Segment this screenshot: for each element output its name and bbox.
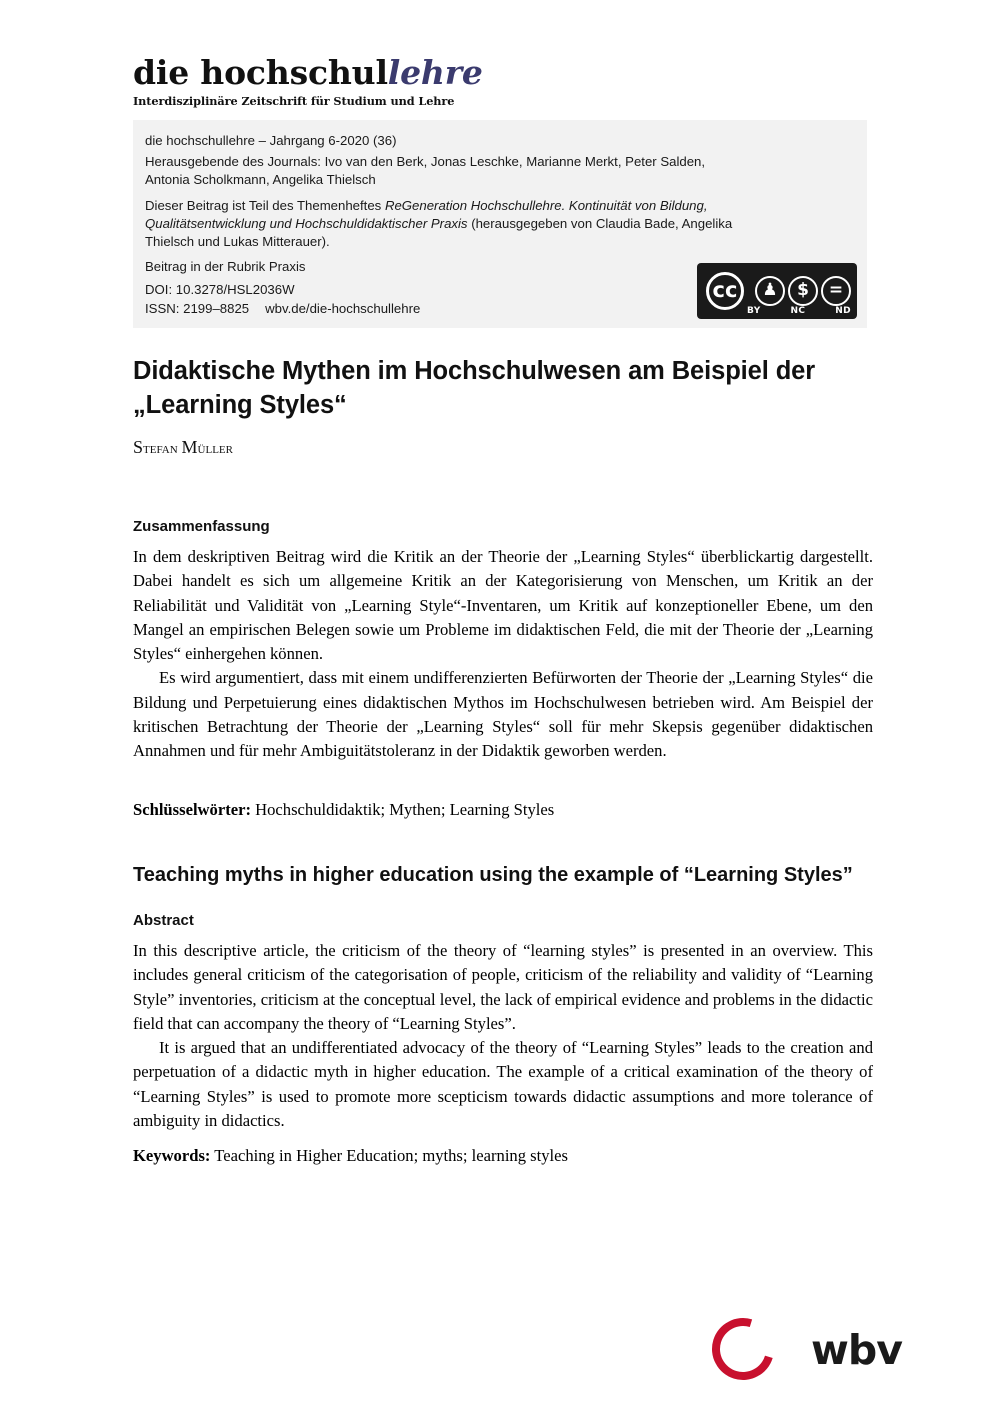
english-keywords-label: Keywords: (133, 1146, 211, 1165)
author-first-rest: tefan (143, 440, 178, 457)
rubric-line: Beitrag in der Rubrik Praxis (145, 259, 306, 275)
wbv-publisher-logo (712, 1307, 902, 1382)
article-title: Didaktische Mythen im Hochschulwesen am Beispiel der „Learning Styles“ (133, 357, 816, 419)
german-keywords-value: Hochschuldidaktik; Mythen; Learning Styles (250, 800, 555, 819)
abstract-heading: Abstract (133, 912, 194, 929)
zusammenfassung-heading: Zusammenfassung (133, 518, 270, 535)
author-last-initial: M (181, 437, 198, 457)
metadata-box (133, 120, 867, 328)
cc-by-person-icon: ♟ (755, 276, 785, 306)
editors-line: Herausgebende des Journals: Ivo van den Berk, Jonas Leschke, Marianne Merkt, Peter Salden, Antonia Scholkmann, Angelika Thielsch (145, 154, 706, 188)
cc-by-label: BY (747, 305, 761, 316)
cc-nc-label: NC (790, 305, 806, 316)
journal-website-link[interactable]: wbv.de/die-hochschullehre (265, 300, 421, 316)
issue-line: die hochschullehre – Jahrgang 6-2020 (36) (145, 133, 397, 148)
cc-nd-equals-icon: = (821, 276, 851, 306)
cc-circle-icon: cc (706, 272, 744, 310)
german-keywords (133, 798, 873, 822)
journal-subtitle: Interdisziplinäre Zeitschrift für Studium und Lehre (133, 93, 455, 108)
zusammenfassung-paragraph-2: Es wird argumentiert, dass mit einem undifferenzierten Befürworten der Theorie der „Learning Styles“ die Bildung und Perpetuierung eines didaktischen Mythos im Hochschulwesen betrieben wird. Am Beispiel der kritischen Betrachtung der Theorie der „Learning Styles“ soll für mehr Skepsis gegenüber didaktischen Annahmen und für mehr Ambiguitätstoleranz in der Didaktik geworben werden. (133, 668, 873, 761)
english-title-section (133, 862, 873, 898)
german-keywords-label: Schlüsselwörter: (133, 800, 251, 819)
journal-masthead (133, 53, 873, 108)
doi-line: DOI: 10.3278/HSL2036W (145, 281, 295, 297)
author-first-initial: S (133, 437, 144, 457)
journal-title-main: die hochschul (133, 53, 388, 92)
abstract-paragraph-2: It is argued that an undifferentiated advocacy of the theory of “Learning Styles” leads to the creation and perpetuation of a didactic myth in higher education. The example of a critical examination of the theory of “Learning Styles” is used to promote more scepticism towards didactic assumptions and more tolerance of ambiguity in didactics. (133, 1038, 873, 1131)
cc-nc-dollar-icon: $ (788, 276, 818, 306)
wbv-wordmark: wbv (811, 1326, 902, 1374)
wbv-arc-icon (701, 1307, 785, 1391)
english-keywords (133, 1144, 873, 1168)
theme-prefix: Dieser Beitrag ist Teil des Themenheftes (145, 197, 385, 213)
zusammenfassung-paragraph-1: In dem deskriptiven Beitrag wird die Kritik an der Theorie der „Learning Styles“ überblickartig dargestellt. Dabei handelt es sich um allgemeine Kritik an der Kategorisierung von Menschen, um Kritik an der Reliabilität und Validität von „Learning Style“-Inventaren, um Kritik auf konzeptioneller Ebene, um den Mangel an empirischen Belegen sowie um Probleme im didaktischen Feld, die mit der Theorie der „Learning Styles“ einhergehen können. (133, 547, 873, 664)
cc-nd-label: ND (835, 305, 851, 316)
english-article-title: Teaching myths in higher education using the example of “Learning Styles” (133, 864, 853, 886)
theme-suffix: (herausgegeben von Claudia Bade, Angelika Thielsch und Lukas Mitterauer). (145, 215, 733, 250)
issn-value: ISSN: 2199–8825 (145, 300, 250, 316)
author-last-rest: üller (197, 440, 233, 457)
journal-title-accent: lehre (387, 53, 483, 92)
english-keywords-value: Teaching in Higher Education; myths; learning styles (210, 1146, 568, 1165)
abstract-paragraph-1: In this descriptive article, the criticism of the theory of “learning styles” is presented in an overview. This includes general criticism of the categorisation of people, criticism of the reliability and validity of “Learning Style” inventories, criticism at the conceptual level, the lack of empirical evidence and problems in the didactic field that can accompany the theory of “Learning Styles”. (133, 941, 873, 1033)
english-abstract-section (133, 912, 873, 1133)
creative-commons-badge[interactable] (697, 263, 857, 319)
journal-title (133, 53, 873, 92)
cc-logo-icon (703, 269, 747, 313)
author-name (133, 437, 233, 458)
theme-line (145, 197, 745, 252)
theme-title: ReGeneration Hochschullehre. Kontinuität von Bildung, Qualitätsentwicklung und Hochschuldidaktischer Praxis (145, 197, 708, 231)
german-abstract-section (133, 518, 873, 764)
